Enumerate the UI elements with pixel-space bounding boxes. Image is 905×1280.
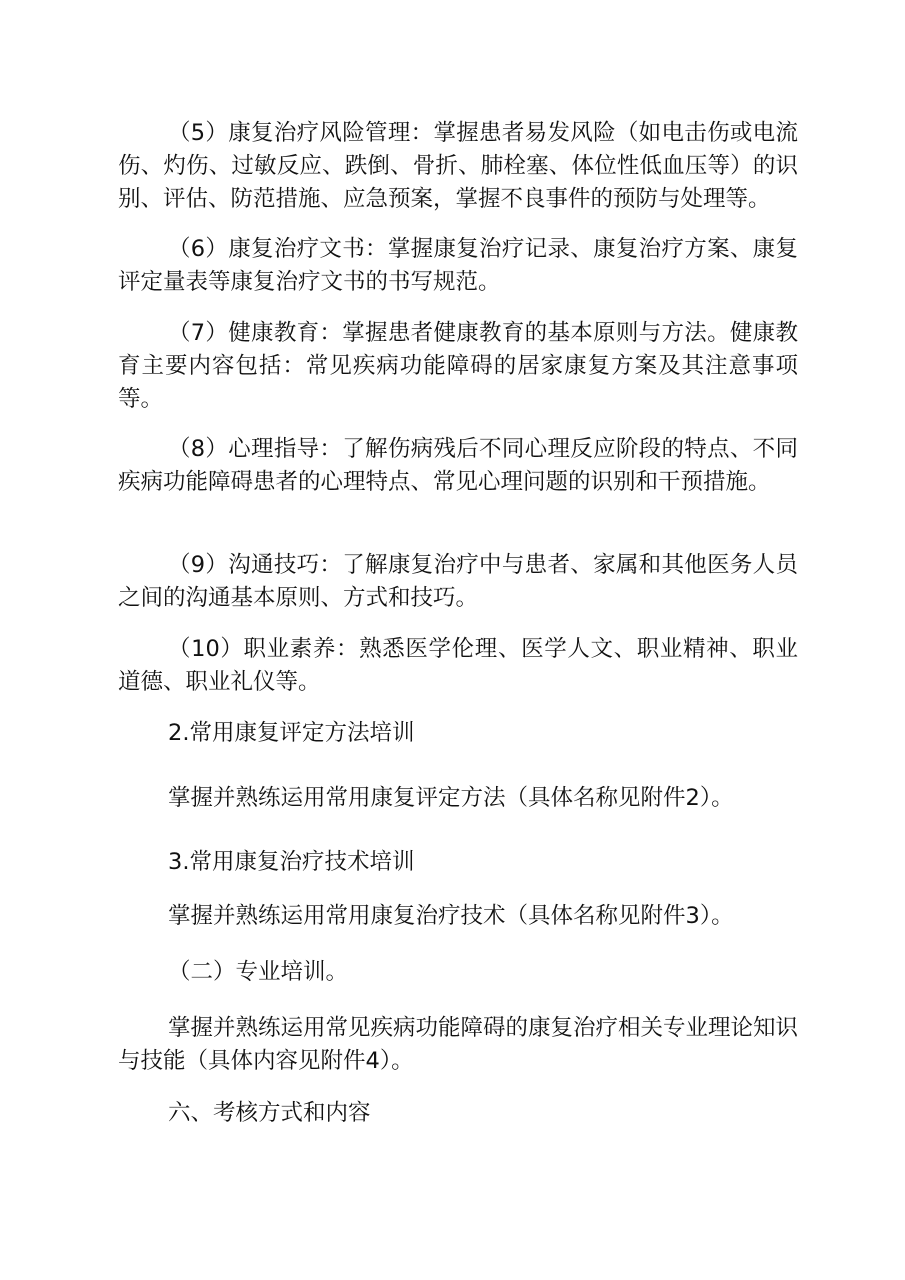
heading-treatment-techniques-training: 3.常用康复治疗技术培训 [168, 849, 415, 875]
paragraph-risk-management: （5）康复治疗风险管理：掌握患者易发风险（如电击伤或电流伤、灼伤、过敏反应、跌倒、骨折、肺栓塞、体位性低血压等）的识别、评估、防范措施、应急预案，掌握不良事件的预防与处理等。 [118, 120, 798, 212]
paragraph-health-education: （7）健康教育：掌握患者健康教育的基本原则与方法。健康教育主要内容包括：常见疾病功能障碍的居家康复方案及其注意事项等。 [118, 320, 798, 412]
heading-specialty-training: （二）专业培训。 [168, 959, 349, 985]
heading-assessment-section: 六、考核方式和内容 [168, 1100, 371, 1126]
paragraph-communication-skills: （9）沟通技巧：了解康复治疗中与患者、家属和其他医务人员之间的沟通基本原则、方式和技巧。 [118, 552, 798, 611]
paragraph-professional-quality: （10）职业素养：熟悉医学伦理、医学人文、职业精神、职业道德、职业礼仪等。 [118, 636, 798, 695]
paragraph-treatment-documents: （6）康复治疗文书：掌握康复治疗记录、康复治疗方案、康复评定量表等康复治疗文书的书写规范。 [118, 236, 798, 295]
paragraph-assessment-methods: 掌握并熟练运用常用康复评定方法（具体名称见附件2）。 [168, 785, 734, 811]
paragraph-specialty-training: 掌握并熟练运用常见疾病功能障碍的康复治疗相关专业理论知识与技能（具体内容见附件4）。 [118, 1015, 799, 1074]
paragraph-psychological-guidance: （8）心理指导：了解伤病残后不同心理反应阶段的特点、不同疾病功能障碍患者的心理特点、常见心理问题的识别和干预措施。 [118, 436, 798, 495]
heading-assessment-methods-training: 2.常用康复评定方法培训 [168, 720, 415, 746]
paragraph-treatment-techniques: 掌握并熟练运用常用康复治疗技术（具体名称见附件3）。 [168, 903, 734, 929]
